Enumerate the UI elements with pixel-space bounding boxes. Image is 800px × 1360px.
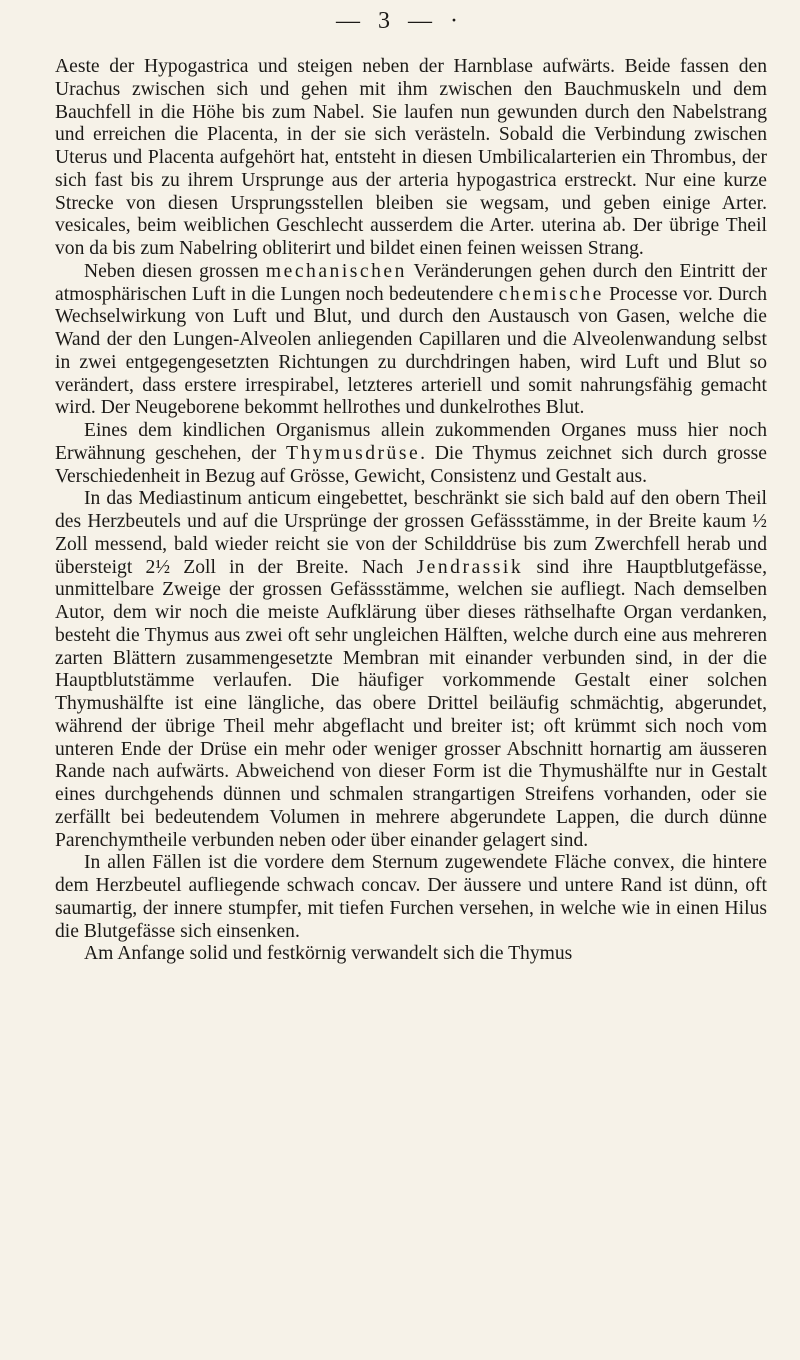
paragraph-thymus-shape <box>55 488 767 852</box>
paragraph-thymus-intro <box>55 420 767 488</box>
text-run: Am Anfange solid und festkörnig verwandelt sich die Thymus <box>84 943 573 965</box>
spaced-emphasis: chemische <box>498 283 604 305</box>
spaced-emphasis: Thymusdrüse <box>285 442 421 464</box>
page-number: — 3 — · <box>336 8 464 34</box>
spaced-emphasis: mechanischen <box>265 260 407 282</box>
text-run: Neben diesen grossen <box>84 260 266 282</box>
body-text <box>55 56 767 966</box>
text-run: sind ihre Hauptblutgefässe, unmittelbare Zweige der grossen Gefässstämme, welchen sie aufliegt. Nach demselben Autor, dem wir noch die meiste Aufklärung über dieses räthselhafte Organ verdanken, besteht die Thymus aus zwei oft sehr ungleichen Hälften, welche durch eine aus mehreren zarten Blättern zusammengesetzte Membran mit einander verbunden sind, in der die Hauptblutstämme verlaufen. Die häufiger vorkommende Gestalt einer solchen Thymushälfte ist eine längliche, das obere Drittel beiläufig schmächtig, abgerundet, während der übrige Theil mehr abgeflacht und breiter ist; oft krümmt sich noch vom unteren Ende der Drüse ein mehr oder weniger grosser Abschnitt hornartig am äusseren Rande nach aufwärts. Abweichend von dieser Form ist die Thymushälfte nur in Gestalt eines durchgehends dünnen und schmalen strangartigen Streifens vorhanden, oder sie zerfällt bei bedeutendem Volumen in mehrere abgerundete Lappen, die durch dünne Parenchymtheile verbunden neben oder über einander gelagert sind. <box>55 556 767 851</box>
text-run: In das Mediastinum anticum eingebettet, beschränkt sie sich bald auf den obern Theil des Herzbeutels und auf die Ursprünge der grossen Gefässstämme, in der Breite kaum ½ Zoll messend, bald wieder reicht sie von der Schilddrüse bis zum Zwerchfell herab und übersteigt 2½ Zoll in der Breite. Nach <box>55 488 767 578</box>
text-run: Veränderungen gehen durch den Eintritt der atmosphärischen Luft in die Lungen noch bedeutendere <box>55 260 767 305</box>
text-run: Eines dem kindlichen Organismus allein zukommenden Organes muss hier noch Erwähnung geschehen, der <box>55 420 767 464</box>
paragraph-umbilical-arteries <box>55 56 767 261</box>
spaced-author-name: Jendrassik <box>416 556 524 578</box>
text-run: In allen Fällen ist die vordere dem Sternum zugewendete Fläche convex, die hintere dem Herzbeutel aufliegende schwach concav. Der äussere und untere Rand ist dünn, oft saumartig, der innere stumpfer, mit tiefen Furchen versehen, in welche wie in einen Hilus die Blutgefässe sich einsenken. <box>55 852 767 942</box>
paragraph-thymus-change <box>55 943 767 966</box>
text-run: . Die Thymus zeichnet sich durch grosse Verschiedenheit in Bezug auf Grösse, Gewicht, Consistenz und Gestalt aus. <box>55 442 767 487</box>
text-run: Processe vor. Durch Wechselwirkung von Luft und Blut, und durch den Austausch von Gasen, welche die Wand der den Lungen-Alveolen anliegenden Capillaren und die Alveolenwandung selbst in zwei entgegengesetzten Richtungen zu durchdringen haben, wird Luft und Blut so verändert, dass erstere irrespirabel, letzteres arteriell und somit nahrungsfähig gemacht wird. Der Neugeborene bekommt hellrothes und dunkelrothes Blut. <box>55 283 767 419</box>
paragraph-thymus-surfaces <box>55 852 767 943</box>
paragraph-chemical-processes <box>55 261 767 420</box>
text-run: Aeste der Hypogastrica und steigen neben der Harnblase aufwärts. Beide fassen den Urachus zwischen sich und gehen mit ihm zwischen den Bauchmuskeln und dem Bauchfell in die Höhe bis zum Nabel. Sie laufen nun gewunden durch den Nabelstrang und erreichen die Placenta, in der sie sich verästeln. Sobald die Verbindung zwischen Uterus und Placenta aufgehört hat, entsteht in diesen Umbilicalarterien ein Thrombus, der sich fast bis zu ihrem Ursprunge aus der arteria hypogastrica erstreckt. Nur eine kurze Strecke von diesen Ursprungsstellen bleiben sie wegsam, und geben einige Arter. vesicales, beim weiblichen Geschlecht ausserdem die Arter. uterina ab. Der übrige Theil von da bis zum Nabelring obliterirt und bildet einen feinen weissen Strang. <box>55 56 767 259</box>
